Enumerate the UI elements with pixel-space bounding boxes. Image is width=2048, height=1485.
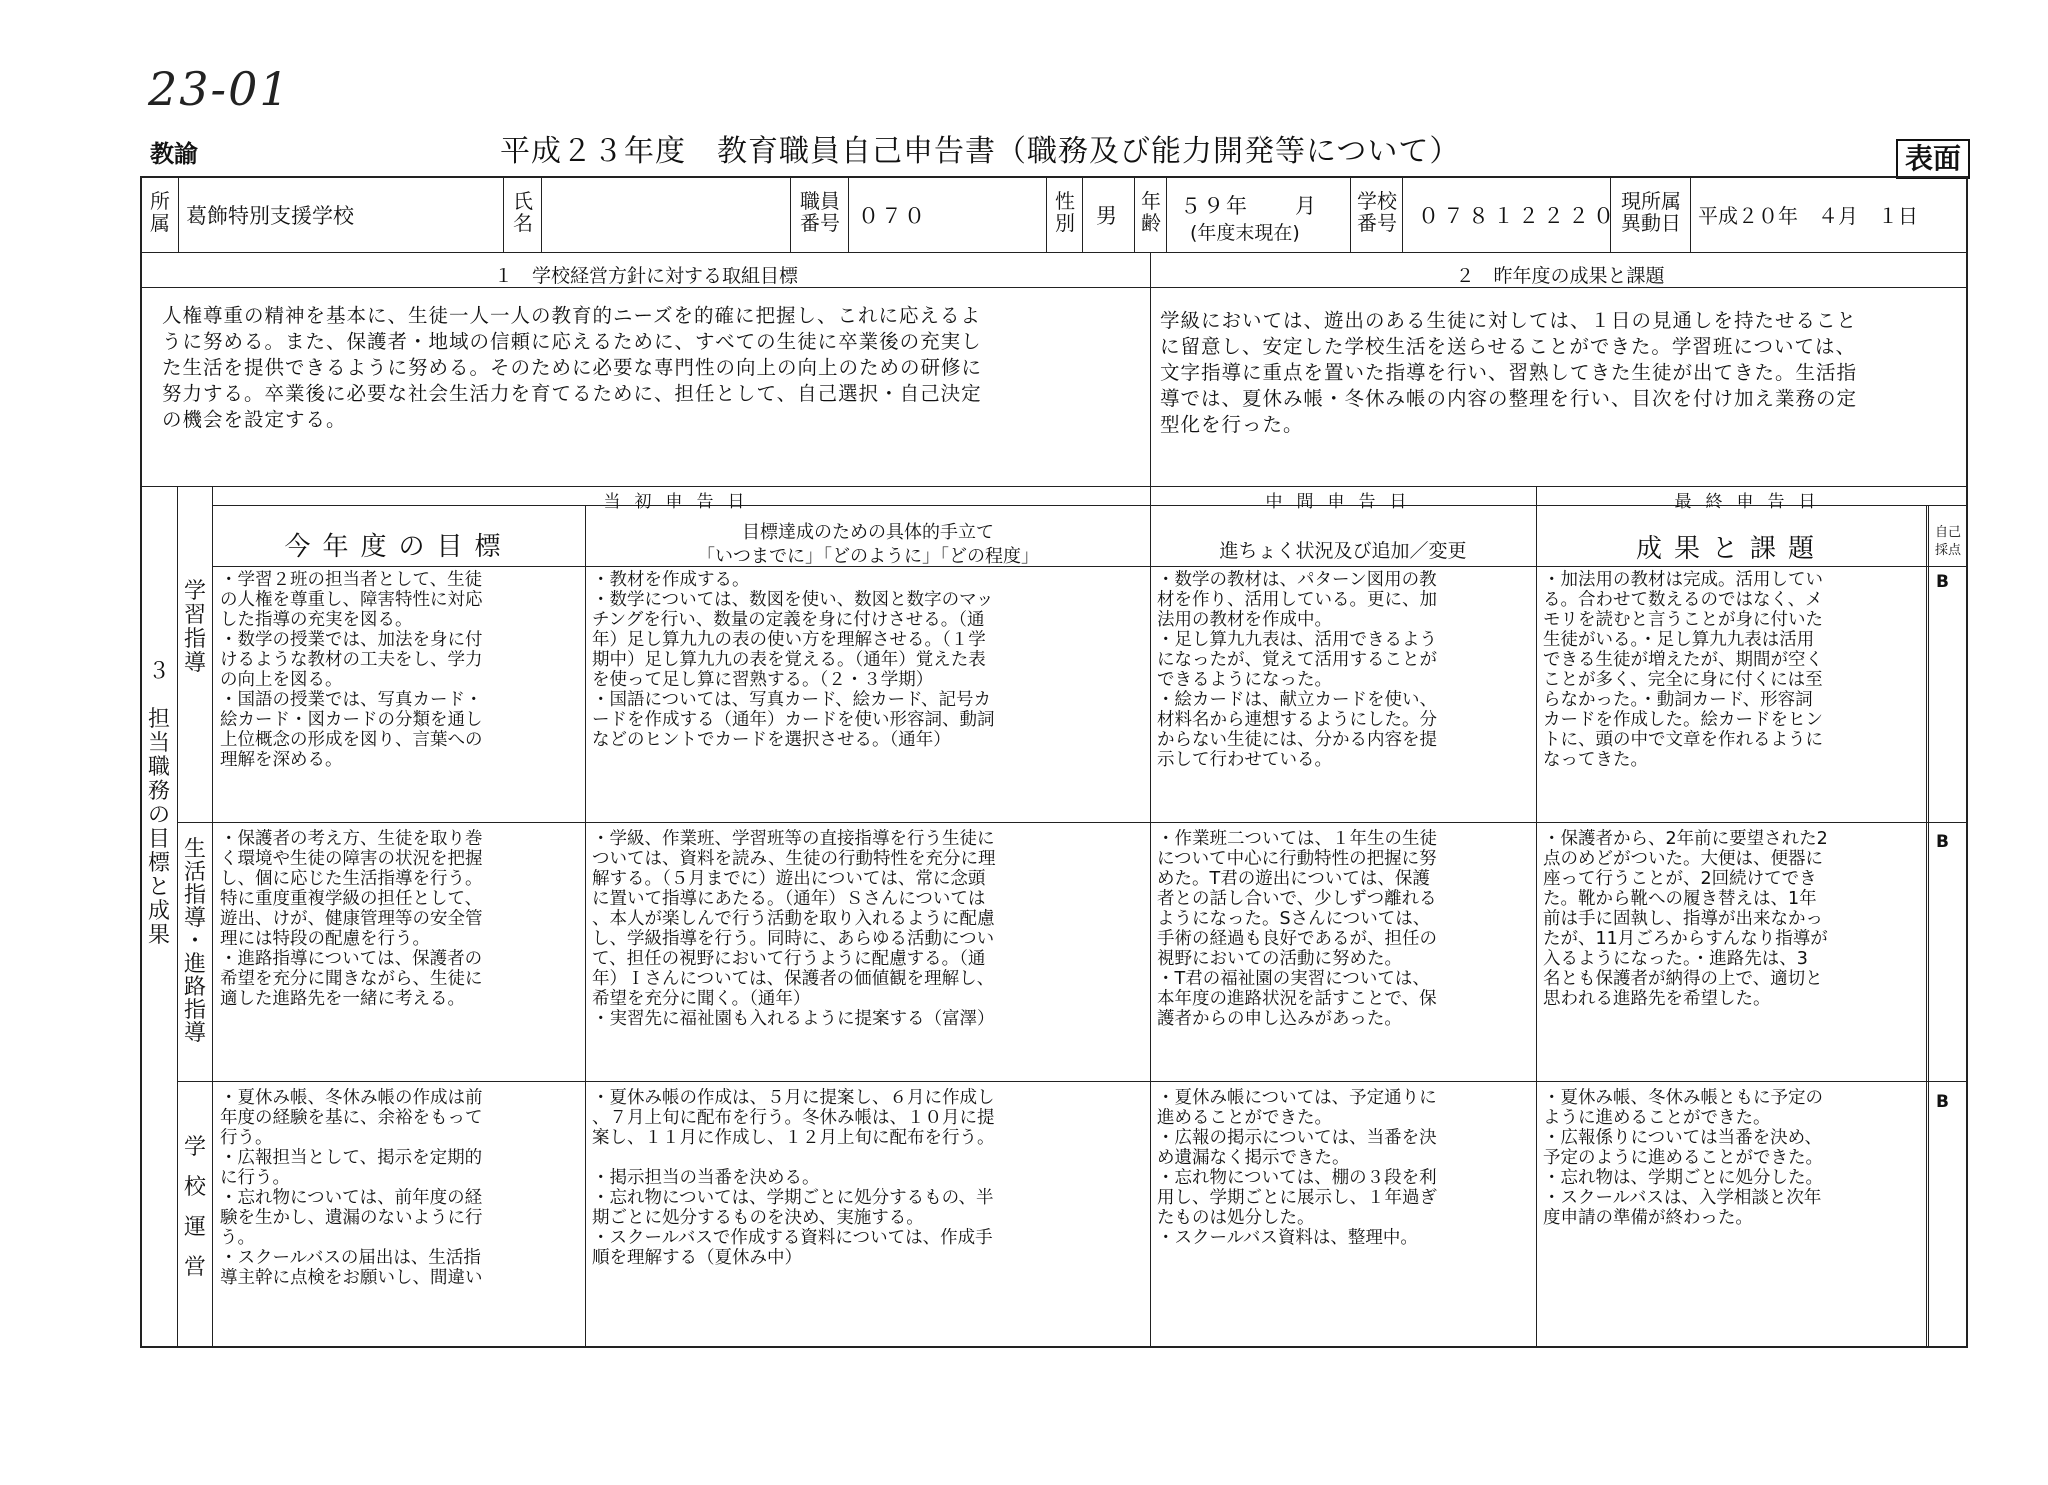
school-number-label: 学校 番号 [1357,189,1397,235]
document-number: 23-01 [148,62,291,116]
progress-cell-row2: ・作業班二ついては、１年生の生徒 について中心に行動特性の把握に努 めた。T君の遊出については、保護 者との話し合いで、少しずつ離れる ようになった。Sさんについては、 手術の経過も良好であるが、担任の 視野においての活動に努めた。 ・T君の福祉園の実習については、 本年度の進路状況を話すことで、保 護者からの申し込みがあった。 [1157,829,1437,1029]
self-score-row1: B [1936,572,1949,592]
self-score-row2: B [1936,832,1949,852]
sex-value: 男 [1096,204,1119,228]
staff-number-label: 職員 番号 [800,189,840,235]
goal-cell-row3: ・夏休み帳、冬休み帳の作成は前 年度の経験を基に、余裕をもって 行う。 ・広報担当として、掲示を定期的 に行う。 ・忘れ物については、前年度の経 験を生かし、遺漏のないように行 う。 ・スクールバスの届出は、生活指 導主幹に点検をお願いし、間違い [220,1088,483,1288]
area-label-row1: 学 習 指 導 [183,579,206,676]
section1-title: １ 学校経営方針に対する取組目標 [493,265,798,287]
staff-number-value: ０７０ [858,204,927,228]
section2-text: 学級においては、遊出のある生徒に対しては、１日の見通しを持たせること に留意し、安定した学校生活を送らせることができた。学習班については、 文字指導に重点を置いた指導を行い、習熟してきた生徒が出てきた。生活指 導では、夏休み帳・冬休み帳の内容の整理を行い、目次を付け加え業務の定 型化を行った。 [1160,309,1858,436]
transfer-date-value: 平成２０年 ４月 １日 [1698,204,1918,228]
plan-column-header-line2: 「いつまでに」「どのように」「どの程度」 [697,546,1039,567]
category-label: 教諭 [150,140,198,168]
affiliation-label: 所 属 [150,189,170,235]
result-cell-row2: ・保護者から、2年前に要望された2 点のめどがついた。大便は、便器に 座って行うことが、2回続けてでき た。靴から靴への履き替えは、1年 前は手に固執し、指導が出来なかっ たが、11月ごろからすんなり指導が 入るようになった。・進路先は、3 名とも保護者が納得の上で、適切と 思われる進路先を希望した。 [1543,829,1828,1009]
plan-cell-row2: ・学級、作業班、学習班等の直接指導を行う生徒に ついては、資料を読み、生徒の行動特性を充分に理 解する。（５月までに）遊出については、常に念頭 に置いて指導にあたる。（通年）Ｓさんについては 、本人が楽しんで行う活動を取り入れるように配慮 し、学級指導を行う。同時に、あらゆる活動につい て、担任の視野において行うように配慮する。（通 年）Ｉさんについては、保護者の価値観を理解し、 希望を充分に聞く。（通年） ・実習先に福祉園も入れるように提案する（富澤） [592,829,996,1029]
plan-column-header-line1: 目標達成のための具体的手立て [742,522,994,543]
age-note: (年度末現在) [1190,222,1300,244]
result-cell-row3: ・夏休み帳、冬休み帳ともに予定の ように進めることができた。 ・広報係りについては当番を決め、 予定のように進めることができた。 ・忘れ物は、学期ごとに処分した。 ・スクールバスは、入学相談と次年 度申請の準備が終わった。 [1543,1088,1823,1228]
initial-report-header: 当初申告日 [603,492,759,512]
middle-report-header: 中間申告日 [1265,492,1421,512]
area-label-row2: 生 活 指 導 ・ 進 路 指 導 [183,837,206,1046]
plan-cell-row1: ・教材を作成する。 ・数学については、数図を使い、数図と数字のマッ チングを行い、数量の定義を身に付けさせる。（通 年）足し算九九の表の使い方を理解させる。（１学 期中）足し算九九の表を覚える。（通年）覚えた表 を使って足し算に習熟する。（２・３学期） ・国語については、写真カード、絵カード、記号カ ードを作成する（通年）カードを使い形容詞、動詞 などのヒントでカードを選択させる。（通年） [592,570,995,750]
plan-cell-row3: ・夏休み帳の作成は、５月に提案し、６月に作成し 、７月上旬に配布を行う。冬休み帳は、１０月に提 案し、１１月に作成し、１２月上旬に配布を行う。 ・掲示担当の当番を決める。 ・忘れ物については、学期ごとに処分するもの、半 期ごとに処分するものを決め、実施する。 ・スクールバスで作成する資料については、作成手 順を理解する（夏休み中） [592,1088,995,1268]
transfer-date-label: 現所属 異動日 [1621,189,1681,235]
affiliation-value: 葛飾特別支援学校 [186,204,354,228]
goal-cell-row1: ・学習２班の担当者として、生徒 の人権を尊重し、障害特性に対応 した指導の充実を図る。 ・数学の授業では、加法を身に付 けるような教材の工夫をし、学力 の向上を図る。 ・国語の授業では、写真カード・ 絵カード・図カードの分類を通し 上位概念の形成を図り、言葉への 理解を深める。 [220,570,483,770]
goal-column-header: 今年度の目標 [284,532,513,562]
section3-side-label: ３ 担 当 職 務 の 目 標 と 成 果 [147,659,170,948]
goal-cell-row2: ・保護者の考え方、生徒を取り巻 く環境や生徒の障害の状況を把握 し、個に応じた生活指導を行う。 特に重度重複学級の担任として、 遊出、けが、健康管理等の安全管 理には特段の配慮を行う。 ・進路指導については、保護者の 希望を充分に聞きながら、生徒に 適した進路先を一緒に考える。 [220,829,483,1009]
self-score-row3: B [1936,1092,1949,1112]
result-cell-row1: ・加法用の教材は完成。活用してい る。合わせて数えるのではなく、メ モリを読むと言うことが身に付いた 生徒がいる。・足し算九九表は活用 できる生徒が増えたが、期間が空く ことが多く、完全に身に付くには至 らなかった。・動詞カード、形容詞 カードを作成した。絵カードをヒン トに、頭の中で文章を作れるように なってきた。 [1543,570,1823,770]
name-label: 氏 名 [513,189,533,235]
side-label: 表面 [1896,139,1970,179]
progress-column-header: 進ちょく状況及び追加／変更 [1219,540,1467,562]
age-label: 年 齢 [1141,189,1161,235]
school-number-value: ０７８１２２２０ [1418,204,1618,228]
section2-title: ２ 昨年度の成果と課題 [1455,265,1665,287]
self-score-column-header: 自己 採点 [1934,525,1961,558]
progress-cell-row1: ・数学の教材は、パターン図用の教 材を作り、活用している。更に、加 法用の教材を作成中。 ・足し算九九表は、活用できるよう になったが、覚えて活用することが できるようになった。 ・絵カードは、献立カードを使い、 材料名から連想するようにした。分 からない生徒には、分かる内容を提 示して行わせている。 [1157,570,1437,770]
document-title: 平成２３年度 教育職員自己申告書（職務及び能力開発等について） [500,134,1461,169]
age-value: ５９年 月 [1180,194,1318,218]
result-column-header: 成果と課題 [1635,534,1826,564]
area-label-row3: 学 校 運 営 [183,1135,206,1280]
section1-text: 人権尊重の精神を基本に、生徒一人一人の教育的ニーズを的確に把握し、これに応えるよ うに努める。また、保護者・地域の信頼に応えるために、すべての生徒に卒業後の充実し た生活を提供できるように努める。そのために必要な専門性の向上の向上のための研修に 努力する。卒業後に必要な社会生活力を育てるために、担任として、自己選択・自己決定 の機会を設定する。 [162,304,983,431]
progress-cell-row3: ・夏休み帳については、予定通りに 進めることができた。 ・広報の掲示については、当番を決 め遺漏なく掲示できた。 ・忘れ物については、棚の３段を利 用し、学期ごとに展示し、１年過ぎ たものは処分した。 ・スクールバス資料は、整理中。 [1157,1088,1437,1248]
sex-label: 性 別 [1055,189,1075,235]
final-report-header: 最終申告日 [1674,492,1830,512]
